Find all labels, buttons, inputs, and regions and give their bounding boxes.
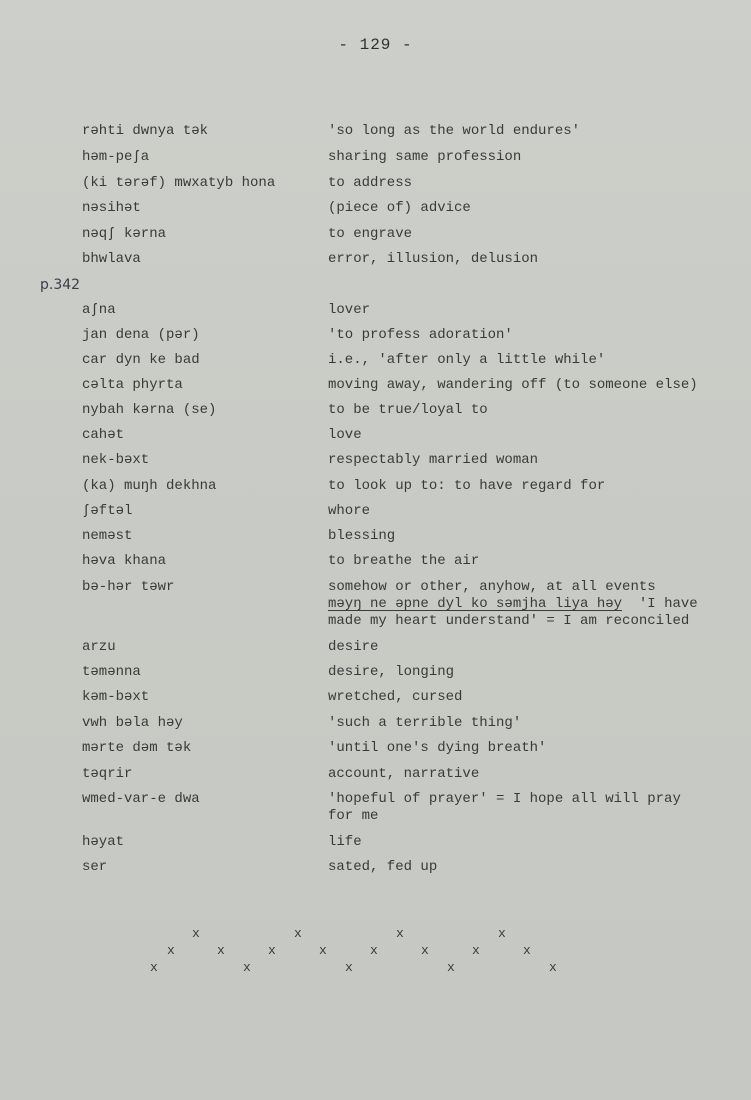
- term: kəm-bəxt: [82, 689, 150, 705]
- ornament-x: x: [498, 926, 506, 941]
- ornament-x: x: [192, 926, 200, 941]
- gloss-continuation: [328, 596, 723, 613]
- term: (ka) muŋh dekhna: [82, 478, 217, 494]
- term: cəlta phyrta: [82, 377, 183, 393]
- gloss: error, illusion, delusion: [328, 251, 539, 267]
- term: həyat: [82, 834, 125, 850]
- gloss: 'until one's dying breath': [328, 740, 547, 756]
- gloss: to be true/loyal to: [328, 402, 488, 418]
- gloss-continuation: for me: [328, 808, 379, 824]
- gloss: moving away, wandering off (to someone else): [328, 377, 698, 393]
- term: nek-bəxt: [82, 452, 150, 468]
- ornament-x: x: [217, 943, 225, 958]
- term: nybah kərna (se): [82, 402, 217, 418]
- term: nəqʃ kərna: [82, 226, 167, 242]
- gloss: respectably married woman: [328, 452, 539, 468]
- gloss: blessing: [328, 528, 396, 544]
- ornament-x: x: [167, 943, 175, 958]
- gloss: account, narrative: [328, 766, 480, 782]
- gloss: 'so long as the world endures': [328, 123, 581, 139]
- gloss: (piece of) advice: [328, 200, 471, 216]
- term: (ki tərəf) mwxatyb hona: [82, 175, 276, 191]
- ornament-x: x: [319, 943, 327, 958]
- gloss: i.e., 'after only a little while': [328, 352, 606, 368]
- ornament-x: x: [268, 943, 276, 958]
- term: ʃəftəl: [82, 503, 133, 519]
- term: bə-hər təwr: [82, 579, 175, 595]
- term: arzu: [82, 639, 116, 655]
- gloss: life: [328, 834, 362, 850]
- ornament-x: x: [370, 943, 378, 958]
- ornament-x: x: [396, 926, 404, 941]
- gloss: to address: [328, 175, 413, 191]
- ornament-x: x: [150, 960, 158, 975]
- ornament-x: x: [549, 960, 557, 975]
- page-reference: p.342: [40, 277, 81, 293]
- gloss: to engrave: [328, 226, 413, 242]
- term: car dyn ke bad: [82, 352, 200, 368]
- gloss: 'hopeful of prayer' = I hope all will pray: [328, 791, 681, 807]
- gloss: sharing same profession: [328, 149, 522, 165]
- term: mərte dəm tək: [82, 740, 192, 756]
- gloss: 'such a terrible thing': [328, 715, 522, 731]
- term: jan dena (pər): [82, 327, 200, 343]
- gloss-continuation: made my heart understand' = I am reconciled: [328, 613, 690, 629]
- ornament-x: x: [421, 943, 429, 958]
- gloss: to look up to: to have regard for: [328, 478, 606, 494]
- page-number: - 129 -: [338, 36, 413, 54]
- ornament-x: x: [447, 960, 455, 975]
- gloss: to breathe the air: [328, 553, 480, 569]
- gloss: 'to profess adoration': [328, 327, 513, 343]
- term: həva khana: [82, 553, 167, 569]
- gloss: love: [328, 427, 362, 443]
- term: bhwlava: [82, 251, 141, 267]
- ornament-x: x: [523, 943, 531, 958]
- gloss: somehow or other, anyhow, at all events: [328, 579, 656, 595]
- ornament-x: x: [345, 960, 353, 975]
- term: vwh bəla həy: [82, 715, 183, 731]
- ornament-x: x: [472, 943, 480, 958]
- term: ser: [82, 859, 108, 875]
- term: aʃna: [82, 302, 116, 318]
- gloss: lover: [328, 302, 371, 318]
- gloss: desire: [328, 639, 379, 655]
- gloss-quote: 'I have: [638, 596, 698, 612]
- term: nəsihət: [82, 200, 141, 216]
- term: təqrir: [82, 766, 133, 782]
- underlined-urdu-phrase: məyŋ ne əpne dyl ko səmjha liya həy: [328, 596, 623, 612]
- ornament-x: x: [243, 960, 251, 975]
- gloss: wretched, cursed: [328, 689, 463, 705]
- gloss: sated, fed up: [328, 859, 438, 875]
- ornament-x: x: [294, 926, 302, 941]
- gloss: desire, longing: [328, 664, 455, 680]
- term: neməst: [82, 528, 133, 544]
- gloss: whore: [328, 503, 371, 519]
- term: wmed-var-e dwa: [82, 791, 200, 807]
- term: təmənna: [82, 664, 141, 680]
- term: həm-peʃa: [82, 149, 150, 165]
- term: rəhti dwnya tək: [82, 123, 209, 139]
- term: cahət: [82, 427, 125, 443]
